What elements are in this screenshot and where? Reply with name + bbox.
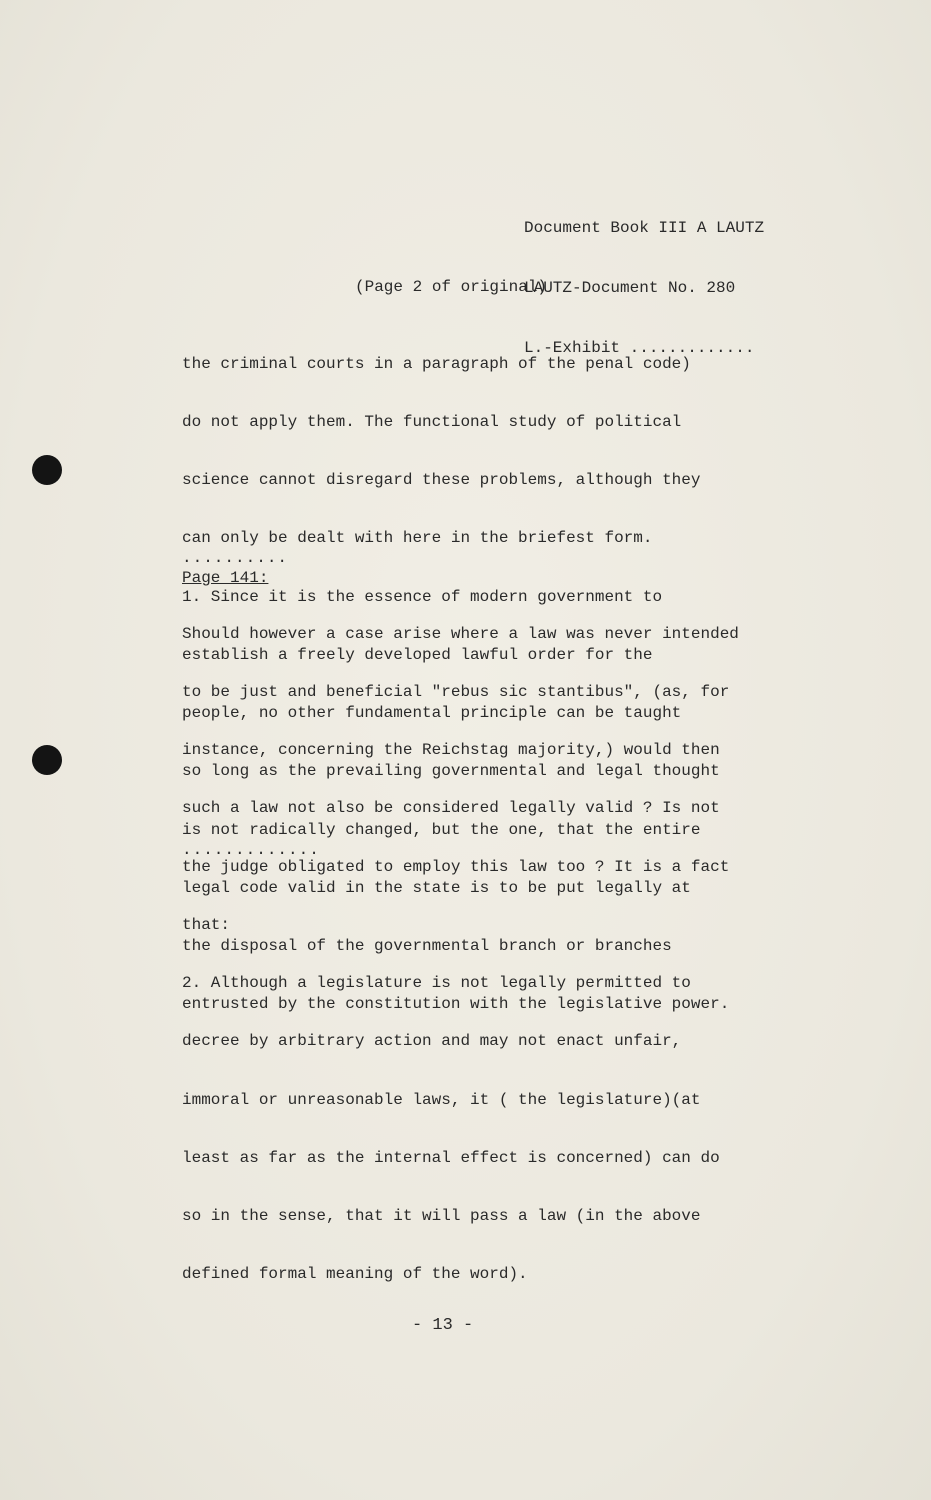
text-line: that: xyxy=(182,915,231,934)
ellipsis-separator-2: ............. xyxy=(182,841,320,859)
text-line: defined formal meaning of the word). xyxy=(182,1265,528,1284)
text-line: so in the sense, that it will pass a law (in the above xyxy=(182,1207,701,1225)
page-of-original-note: (Page 2 of original) xyxy=(355,278,548,296)
text-line: science cannot disregard these problems, although they xyxy=(182,471,701,490)
text-line: such a law not also be considered legally valid ? Is not xyxy=(182,799,720,818)
text-line: can only be dealt with here in the briefest form. xyxy=(182,529,653,548)
ellipsis-separator-1: .......... xyxy=(182,549,289,567)
text-line: is not radically changed, but the one, that the entire xyxy=(182,820,701,839)
text-line: entrusted by the constitution with the legislative power. xyxy=(182,995,730,1014)
text-line: 2. Although a legislature is not legally permitted to xyxy=(182,974,691,993)
header-book-line: Document Book III A LAUTZ xyxy=(524,219,765,237)
text-line: the disposal of the governmental branch or branches xyxy=(182,937,672,955)
text-line: legal code valid in the state is to be put legally at xyxy=(182,878,691,897)
text-line: establish a freely developed lawful order for the xyxy=(182,645,653,664)
text-line: so long as the prevailing governmental and legal thought xyxy=(182,762,720,781)
text-line: the criminal courts in a paragraph of the penal code) xyxy=(182,354,691,373)
punch-hole-top xyxy=(32,455,62,485)
text-line: Should however a case arise where a law was never intended xyxy=(182,624,739,643)
text-line: people, no other fundamental principle can be taught xyxy=(182,704,682,723)
text-line: decree by arbitrary action and may not enact unfair, xyxy=(182,1032,682,1051)
header-document-number: LAUTZ-Document No. 280 xyxy=(524,279,736,297)
text-line: do not apply them. The functional study of political xyxy=(182,413,682,432)
page-number: - 13 - xyxy=(412,1316,474,1335)
page-reference-heading: Page 141: xyxy=(182,569,269,587)
text-line: immoral or unreasonable laws, it ( the legislature)(at xyxy=(182,1090,701,1109)
punch-hole-bottom xyxy=(32,745,62,775)
header-exhibit-line: L.-Exhibit ............. xyxy=(524,339,755,357)
text-line: to be just and beneficial "rebus sic stantibus", (as, for xyxy=(182,683,730,702)
paragraph-2 xyxy=(182,586,739,1323)
text-line: 1. Since it is the essence of modern government to xyxy=(182,587,663,606)
text-line: instance, concerning the Reichstag majority,) would then xyxy=(182,741,720,760)
text-line: the judge obligated to employ this law too ? It is a fact xyxy=(182,857,730,876)
text-line: least as far as the internal effect is concerned) can do xyxy=(182,1148,720,1167)
